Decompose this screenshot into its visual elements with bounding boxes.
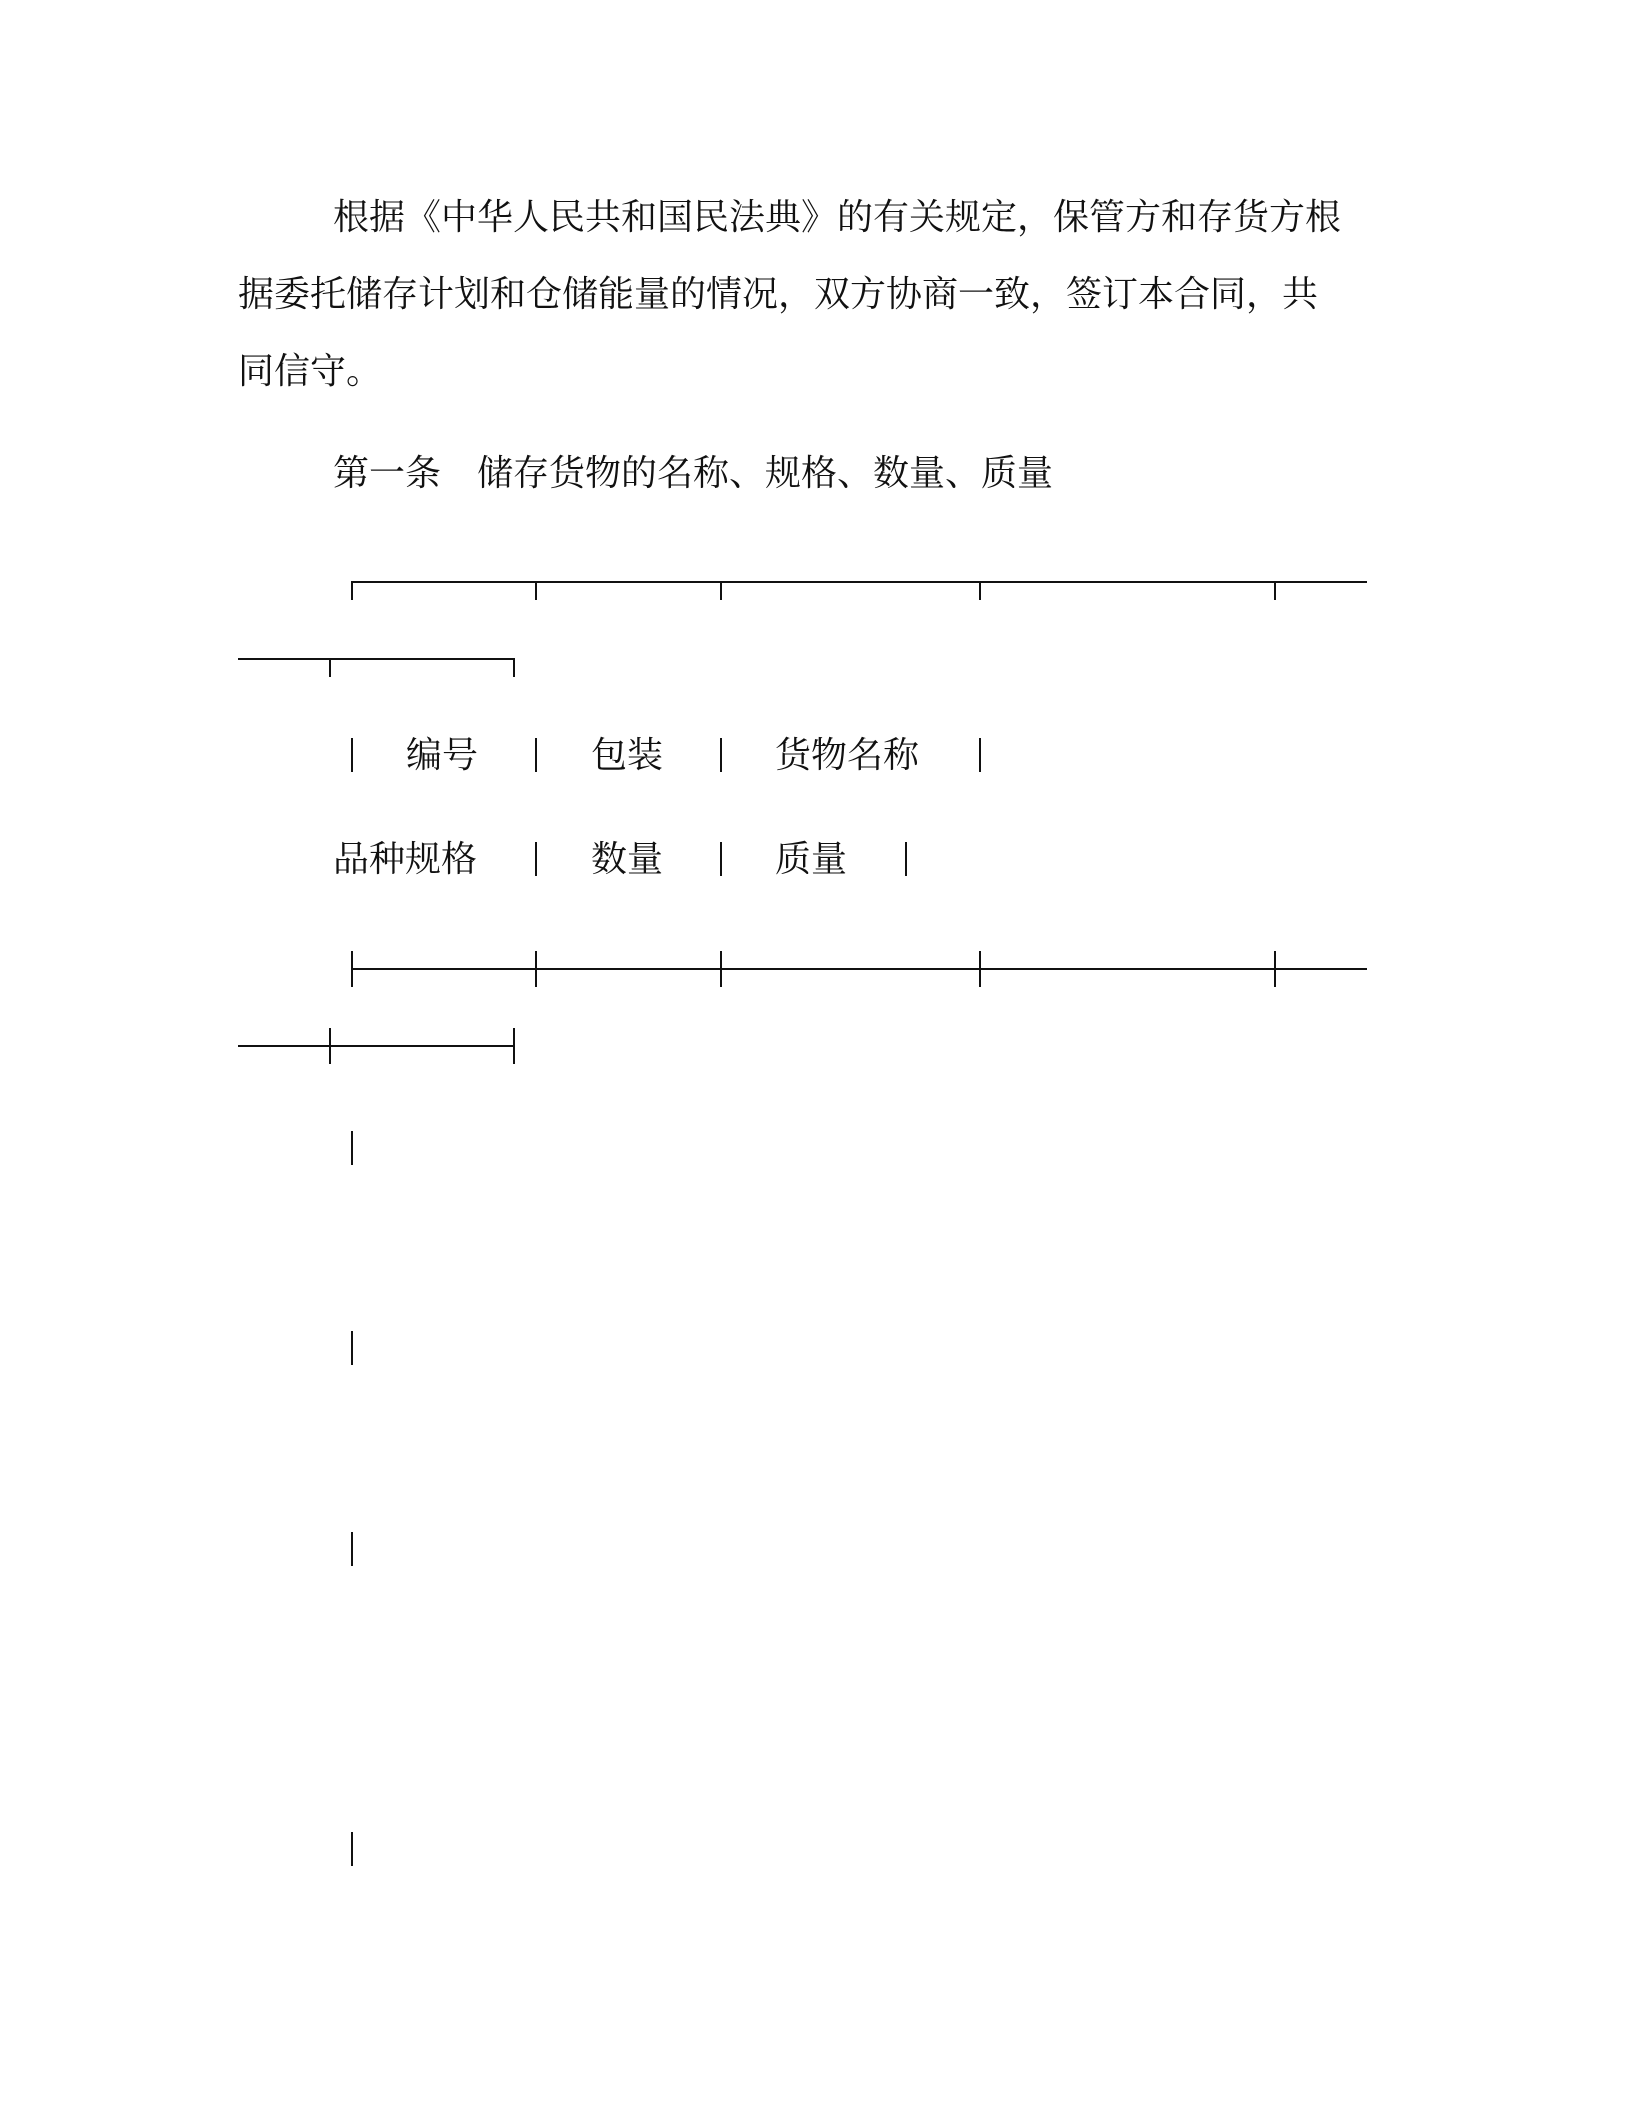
- table-cross: [513, 1028, 515, 1064]
- table-cross: [979, 951, 981, 987]
- cell-separator: [535, 738, 537, 772]
- header-variety-spec: 品种规格: [333, 839, 478, 880]
- header-goods-name: 货物名称: [775, 735, 920, 776]
- table-top-tick: [1274, 581, 1276, 600]
- table-cross: [329, 1028, 331, 1064]
- cell-separator: [535, 842, 537, 876]
- table-top-tick: [979, 581, 981, 600]
- table-top-tick: [513, 658, 515, 677]
- header-quality: 质量: [775, 839, 848, 880]
- table-top-tick: [535, 581, 537, 600]
- header-packaging: 包装: [591, 735, 664, 776]
- cell-separator: [905, 842, 907, 876]
- cell-separator: [720, 738, 722, 772]
- table-top-border: [351, 581, 1367, 583]
- table-header-border: [351, 968, 1367, 970]
- header-quantity: 数量: [591, 839, 664, 880]
- table-cross: [351, 951, 353, 987]
- table-top-tick: [720, 581, 722, 600]
- intro-line-1: 根据《中华人民共和国民法典》的有关规定，保管方和存货方根: [333, 197, 1342, 238]
- row-separator: [351, 1832, 353, 1866]
- intro-line-3: 同信守。: [238, 351, 383, 392]
- cell-separator: [720, 842, 722, 876]
- row-separator: [351, 1331, 353, 1365]
- table-top-border-wrap: [238, 658, 515, 660]
- intro-line-2: 据委托储存计划和仓储能量的情况，双方协商一致，签订本合同，共: [238, 274, 1319, 315]
- row-separator: [351, 1131, 353, 1165]
- table-top-tick: [329, 658, 331, 677]
- table-header-border-wrap: [238, 1045, 515, 1047]
- row-separator: [351, 1532, 353, 1566]
- table-cross: [1274, 951, 1276, 987]
- article-1-heading: 第一条 储存货物的名称、规格、数量、质量: [333, 453, 1054, 494]
- table-cross: [720, 951, 722, 987]
- table-cross: [535, 951, 537, 987]
- cell-separator: [351, 738, 353, 772]
- table-top-tick: [351, 581, 353, 600]
- cell-separator: [979, 738, 981, 772]
- header-code: 编号: [406, 735, 479, 776]
